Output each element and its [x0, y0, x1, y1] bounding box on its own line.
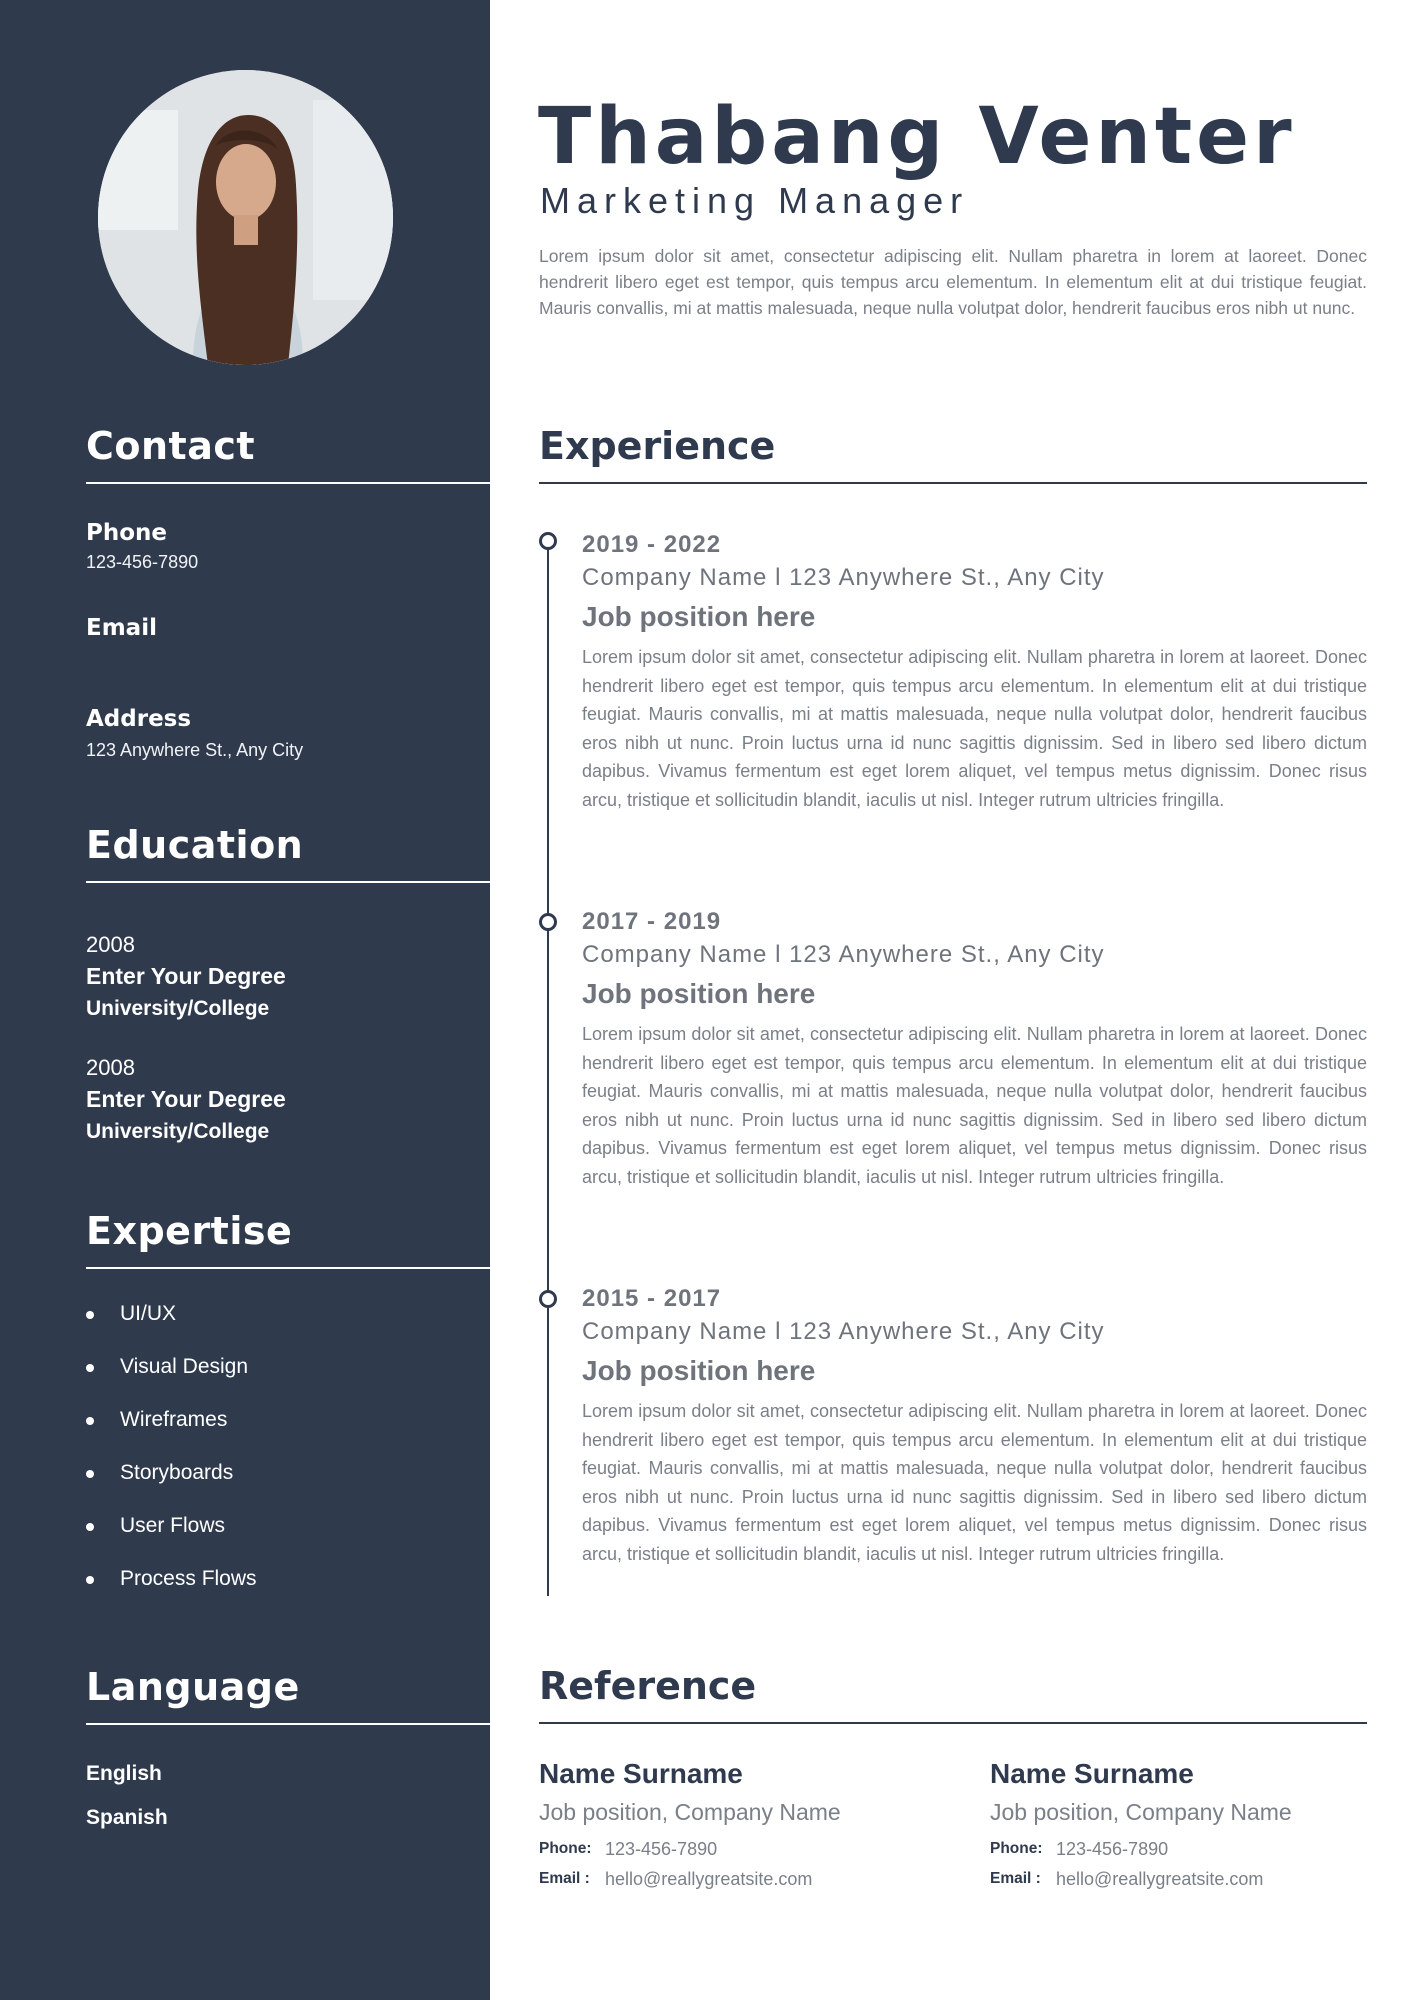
language-heading: Language: [86, 1665, 490, 1725]
bullet-icon: [86, 1311, 94, 1319]
language-item: English: [86, 1762, 162, 1785]
education-year: 2008: [86, 932, 135, 957]
education-year: 2008: [86, 1055, 135, 1080]
profile-summary: Lorem ipsum dolor sit amet, consectetur adipiscing elit. Nullam pharetra in lorem at laoreet. Donec hendrerit libero eget est tempor, quis tempus arcu elementum. In elementum elit at dui tristique feugiat. Mauris convallis, mi at mattis malesuada, neque nulla volutpat dolor, hendrerit faucibus eros nibh ut nunc.: [539, 246, 1367, 318]
bullet-icon: [86, 1364, 94, 1372]
bullet-icon: [86, 1470, 94, 1478]
job-title: Job position here: [582, 1355, 816, 1386]
reference-card: [539, 1756, 939, 1890]
education-heading: Education: [86, 823, 490, 883]
education-school: University/College: [86, 1120, 270, 1143]
expertise-item: [86, 1406, 257, 1459]
experience-heading: Experience: [539, 424, 1367, 484]
profile-photo: [98, 70, 393, 365]
job-years: 2017 - 2019: [582, 908, 722, 935]
contact-heading: Contact: [86, 424, 490, 484]
job-years: 2015 - 2017: [582, 1285, 722, 1312]
bullet-icon: [86, 1523, 94, 1531]
language-item: Spanish: [86, 1806, 168, 1829]
education-degree: Enter Your Degree: [86, 963, 286, 989]
reference-phone: 123-456-7890: [1056, 1839, 1169, 1859]
expertise-item-label: Storyboards: [120, 1461, 234, 1484]
expertise-item: [86, 1512, 257, 1565]
job-title: Job position here: [582, 601, 816, 632]
person-name: Thabang Venter: [538, 92, 1296, 182]
expertise-item-label: UI/UX: [120, 1302, 177, 1325]
reference-position: Job position, Company Name: [539, 1799, 841, 1825]
phone-value: 123-456-7890: [86, 552, 199, 572]
reference-email-row: [539, 1868, 939, 1890]
education-school: University/College: [86, 997, 270, 1020]
job-title: Job position here: [582, 978, 816, 1009]
reference-phone-label: Phone:: [990, 1840, 1043, 1857]
reference-email[interactable]: hello@reallygreatsite.com: [1056, 1869, 1264, 1889]
bullet-icon: [86, 1576, 94, 1584]
expertise-item: [86, 1300, 257, 1353]
job-years: 2019 - 2022: [582, 531, 722, 558]
education-item: [86, 930, 286, 1025]
timeline-dot-icon: [539, 532, 557, 550]
experience-item: [582, 907, 1367, 1192]
reference-phone-row: [990, 1838, 1390, 1860]
job-description: Lorem ipsum dolor sit amet, consectetur adipiscing elit. Nullam pharetra in lorem at laoreet. Donec hendrerit libero eget est tempor, quis tempus arcu elementum. In elementum elit at dui tristique feugiat. Mauris convallis, mi at mattis malesuada, neque nulla volutpat dolor, hendrerit faucibus eros nibh ut nunc. Proin luctus urna id nunc sagittis dignissim. Sed in libero sed libero dictum dapibus. Vivamus fermentum est eget lorem aliquet, vel tempus metus dignissim. Donec risus arcu, tristique et sollicitudin blandit, iaculis ut nisl. Integer rutrum ultricies fringilla.: [582, 647, 1367, 810]
reference-email-label: Email :: [539, 1870, 590, 1887]
expertise-heading: Expertise: [86, 1209, 490, 1269]
timeline-line: [547, 548, 549, 1596]
job-company: Company Name l 123 Anywhere St., Any City: [582, 564, 1105, 591]
reference-name: Name Surname: [539, 1758, 743, 1789]
reference-phone-label: Phone:: [539, 1840, 592, 1857]
expertise-item-label: User Flows: [120, 1514, 226, 1537]
expertise-item: [86, 1353, 257, 1406]
timeline-dot-icon: [539, 913, 557, 931]
job-company: Company Name l 123 Anywhere St., Any City: [582, 941, 1105, 968]
reference-email-label: Email :: [990, 1870, 1041, 1887]
education-item: [86, 1053, 286, 1148]
reference-position: Job position, Company Name: [990, 1799, 1292, 1825]
job-description: Lorem ipsum dolor sit amet, consectetur adipiscing elit. Nullam pharetra in lorem at laoreet. Donec hendrerit libero eget est tempor, quis tempus arcu elementum. In elementum elit at dui tristique feugiat. Mauris convallis, mi at mattis malesuada, neque nulla volutpat dolor, hendrerit faucibus eros nibh ut nunc. Proin luctus urna id nunc sagittis dignissim. Sed in libero sed libero dictum dapibus. Vivamus fermentum est eget lorem aliquet, vel tempus metus dignissim. Donec risus arcu, tristique et sollicitudin blandit, iaculis ut nisl. Integer rutrum ultricies fringilla.: [582, 1024, 1367, 1187]
reference-phone: 123-456-7890: [605, 1839, 718, 1859]
reference-email-row: [990, 1868, 1390, 1890]
reference-card: [990, 1756, 1390, 1890]
expertise-item-label: Wireframes: [120, 1408, 228, 1431]
experience-item: [582, 530, 1367, 815]
person-role: Marketing Manager: [540, 180, 970, 221]
job-description: Lorem ipsum dolor sit amet, consectetur adipiscing elit. Nullam pharetra in lorem at laoreet. Donec hendrerit libero eget est tempor, quis tempus arcu elementum. In elementum elit at dui tristique feugiat. Mauris convallis, mi at mattis malesuada, neque nulla volutpat dolor, hendrerit faucibus eros nibh ut nunc. Proin luctus urna id nunc sagittis dignissim. Sed in libero sed libero dictum dapibus. Vivamus fermentum est eget lorem aliquet, vel tempus metus dignissim. Donec risus arcu, tristique et sollicitudin blandit, iaculis ut nisl. Integer rutrum ultricies fringilla.: [582, 1401, 1367, 1564]
expertise-item-label: Visual Design: [120, 1355, 249, 1378]
education-degree: Enter Your Degree: [86, 1086, 286, 1112]
reference-name: Name Surname: [990, 1758, 1194, 1789]
phone-label: Phone: [86, 520, 168, 546]
address-label: Address: [86, 706, 192, 732]
sidebar: [0, 0, 490, 2000]
bullet-icon: [86, 1417, 94, 1425]
address-value: 123 Anywhere St., Any City: [86, 740, 304, 760]
expertise-list: [86, 1300, 257, 1618]
reference-heading: Reference: [539, 1664, 1367, 1724]
expertise-item-label: Process Flows: [120, 1567, 257, 1590]
email-label: Email: [86, 615, 157, 641]
job-company: Company Name l 123 Anywhere St., Any City: [582, 1318, 1105, 1345]
expertise-item: [86, 1459, 257, 1512]
reference-email[interactable]: hello@reallygreatsite.com: [605, 1869, 813, 1889]
expertise-item: [86, 1565, 257, 1618]
timeline-dot-icon: [539, 1290, 557, 1308]
reference-phone-row: [539, 1838, 939, 1860]
profile-photo-illustration: [98, 70, 393, 365]
experience-item: [582, 1284, 1367, 1569]
